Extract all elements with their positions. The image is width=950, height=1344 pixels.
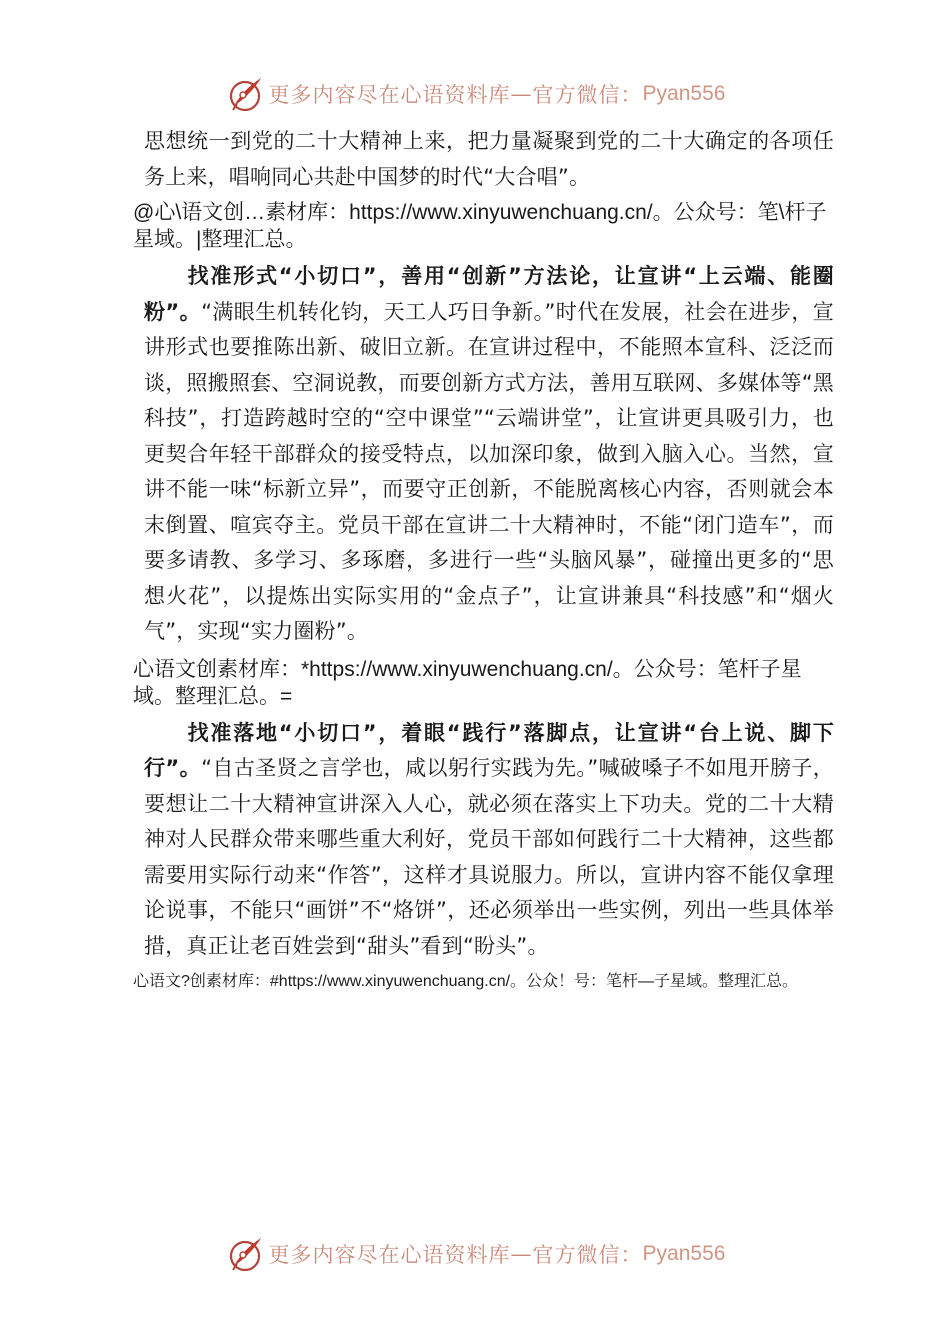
banner-wechat-id: Pyan556 <box>642 1242 726 1265</box>
paragraph-2-heading: 找准形式“小切口”，善用“创新”方法论，让宣讲“上云端、能圈粉”。 <box>144 264 834 324</box>
paragraph-2 <box>144 259 834 650</box>
quill-logo-icon <box>225 1234 265 1274</box>
banner-brand-text: 更多内容尽在心语资料库 <box>268 1243 511 1267</box>
paragraph-3-body: “自古圣贤之言学也，咸以躬行实践为先。”喊破嗓子不如甩开膀子，要想让二十大精神宣讲深入人心，就必须在落实上下功夫。党的二十大精神对人民群众带来哪些重大利好，党员干部如何践行二十大精神，这些都需要用实际行动来“作答”，这样才具说服力。所以，宣讲内容不能仅拿理论说事，不能只“画饼”不“烙饼”，还必须举出一些实例，列出一些具体举措，真正让老百姓尝到“甜头”看到“盼头”。 <box>144 756 834 958</box>
banner-brand-text: 更多内容尽在心语资料库 <box>268 83 511 107</box>
quill-logo-icon <box>225 74 265 114</box>
banner-dash: — <box>510 1242 533 1266</box>
banner-wechat-label: 官方微信： <box>532 1243 643 1267</box>
header-banner <box>0 70 950 118</box>
source-note-2: 心语文创素材库：*https://www.xinyuwenchuang.cn/。公众号：笔杆子星域。整理汇总。= <box>133 657 802 708</box>
document-body <box>0 120 950 996</box>
footer-banner <box>0 1230 950 1278</box>
paragraph-3 <box>144 716 834 965</box>
banner-wechat-label: 官方微信： <box>532 83 643 107</box>
paragraph-2-body: “满眼生机转化钧，天工人巧日争新。”时代在发展，社会在进步，宣讲形式也要推陈出新、破旧立新。在宣讲过程中，不能照本宣科、泛泛而谈，照搬照套、空洞说教，而要创新方式方法，善用互联网、多媒体等“黑科技”，打造跨越时空的“空中课堂”“云端讲堂”，让宣讲更具吸引力，也更契合年轻干部群众的接受特点，以加深印象，做到入脑入心。当然，宣讲不能一味“标新立异”，而要守正创新，不能脱离核心内容，否则就会本末倒置、喧宾夺主。党员干部在宣讲二十大精神时，不能“闭门造车”，而要多请教、多学习、多琢磨，多进行一些“头脑风暴”，碰撞出更多的“思想火花”，以提炼出实际实用的“金点子”，让宣讲兼具“科技感”和“烟火气”，实现“实力圈粉”。 <box>144 299 834 643</box>
source-note-3: 心语文?创素材库：#https://www.xinyuwenchuang.cn/。公众！号：笔杆—子星域。整理汇总。 <box>133 973 799 990</box>
source-note-1: @心\语文创…素材库：https://www.xinyuwenchuang.cn/。公众号：笔\杆子星域。|整理汇总。 <box>133 201 827 251</box>
banner-dash: — <box>510 82 533 106</box>
banner-wechat-id: Pyan556 <box>642 82 726 105</box>
paragraph-3-heading: 找准落地“小切口”，着眼“践行”落脚点，让宣讲“台上说、脚下行”。 <box>144 720 834 780</box>
paragraph-1: 思想统一到党的二十大精神上来，把力量凝聚到党的二十大确定的各项任务上来，唱响同心共赴中国梦的时代“大合唱”。 <box>144 129 834 189</box>
